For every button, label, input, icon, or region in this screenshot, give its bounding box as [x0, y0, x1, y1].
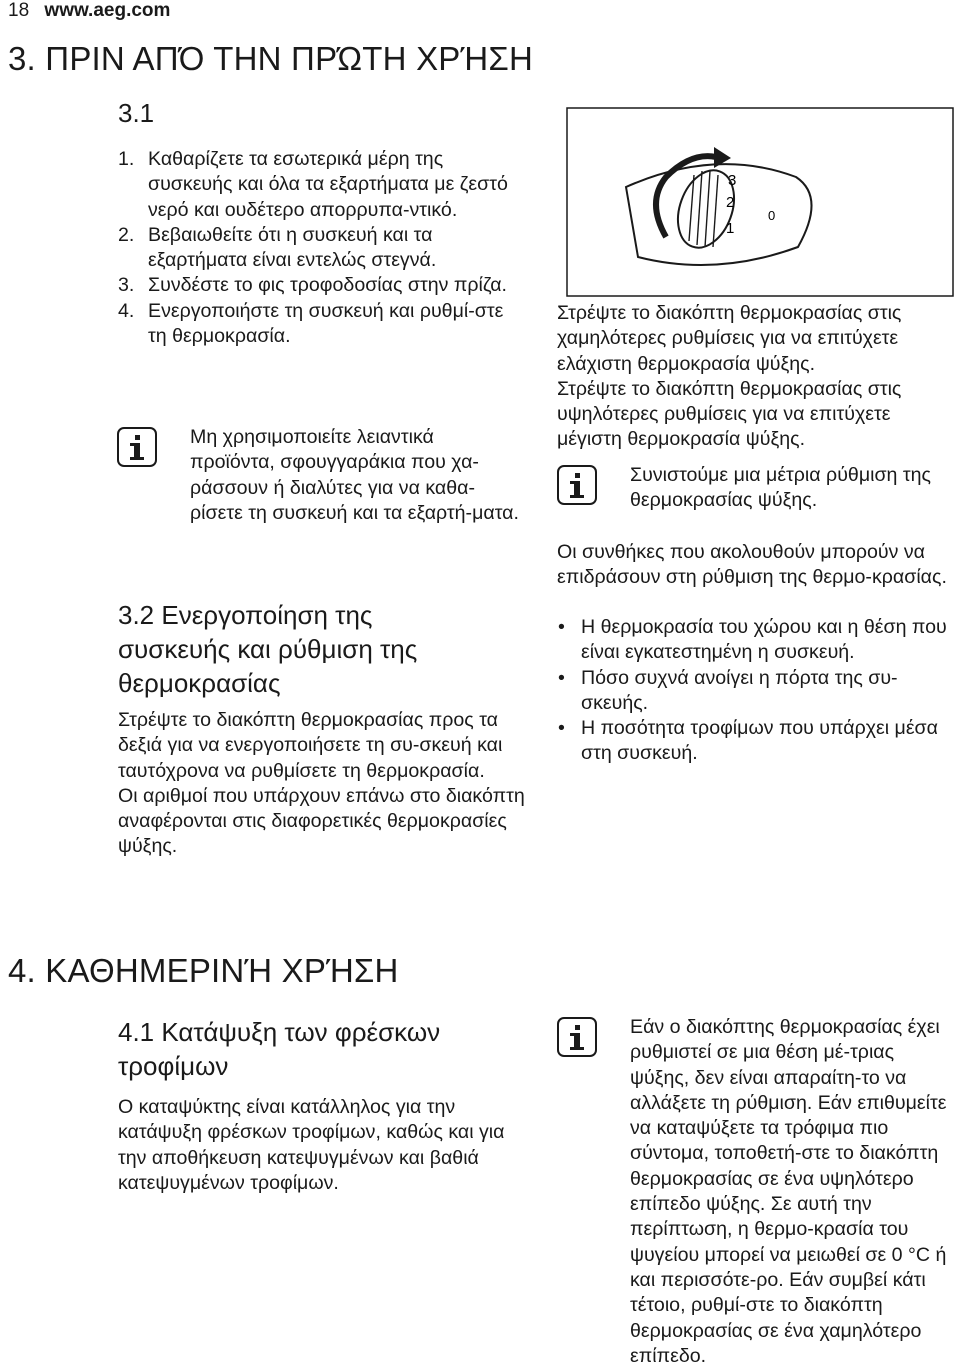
cleaning-note: Μη χρησιμοποιείτε λειαντικά προϊόντα, σφουγγαράκια που χα-ράσσουν ή διαλύτες για να καθα-ρίσετε τη συσκευή και τα εξαρτή-ματα. [190, 426, 519, 524]
subsection-3-1-title: 3.1 [118, 98, 155, 128]
page-header [8, 0, 170, 22]
dial-illustration [566, 107, 954, 297]
subsection-3-2-title: 3.2 Ενεργοποίηση της συσκευής και ρύθμιση της θερμοκρασίας [118, 600, 418, 698]
recommend-note: Συνιστούμε μια μέτρια ρύθμιση της θερμοκρασίας ψύξης. [630, 464, 931, 512]
dial-label-3: 3 [728, 172, 737, 189]
dial-label-1: 1 [726, 220, 735, 237]
subsection-4-1-title: 4.1 Κατάψυξη των φρέσκων τροφίμων [118, 1017, 441, 1081]
list-item: 1. Καθαρίζετε τα εσωτερικά μέρη της συσκευής και όλα τα εξαρτήματα με ζεστό νερό και ουδέτερο απορρυπα-ντικό. [118, 148, 508, 221]
dial-instructions [118, 708, 528, 860]
dial-label-2: 2 [726, 194, 735, 211]
list-item: 2. Βεβαιωθείτε ότι η συσκευή και τα εξαρτήματα είναι εντελώς στεγνά. [118, 223, 437, 272]
dial-settings-text [557, 301, 955, 453]
conditions-intro: Οι συνθήκες που ακολουθούν μπορούν να επιδράσουν στη ρύθμιση της θερμο-κρασίας. [557, 541, 947, 589]
list-item: • Η ποσότητα τροφίμων που υπάρχει μέσα στη συσκευή. [558, 717, 938, 765]
website-link[interactable]: www.aeg.com [44, 0, 171, 21]
thermostat-dial-figure [566, 107, 954, 297]
paragraph: Στρέψτε το διακόπτη θερμοκρασίας στις χαμηλότερες ρυθμίσεις για να επιτύχετε ελάχιστη θερμοκρασία ψύξης. [557, 302, 902, 375]
info-icon [117, 427, 157, 467]
paragraph: Οι αριθμοί που υπάρχουν επάνω στο διακόπτη αναφέρονται στις διαφορετικές θερμοκρασίες ψύξης. [118, 784, 525, 858]
list-item: 3. Συνδέστε το φις τροφοδοσίας στην πρίζα. [118, 274, 507, 297]
paragraph: Στρέψτε το διακόπτη θερμοκρασίας προς τα δεξιά για να ενεργοποιήσετε τη συ-σκευή και ταυτόχρονα να ρυθμίσετε τη θερμοκρασία. [118, 709, 503, 782]
page-number: 18 [8, 0, 30, 21]
conditions-list [557, 615, 952, 767]
info-icon [557, 1017, 597, 1057]
setup-steps-list [118, 147, 518, 349]
freezing-note: Εάν ο διακόπτης θερμοκρασίας έχει ρυθμιστεί σε μια θέση μέ-τριας ψύξης, δεν είναι απαραίτη-το να αλλάξετε τη ρύθμιση. Εάν επιθυμείτε να καταψύξετε τα τρόφιμα πιο σύντομα, τοποθετή-στε το διακόπτη θερμοκρασίας σε ένα υψηλότερο επίπεδο ψύξης. Σε αυτή την περίπτωση, η θερμο-κρασία του ψυγείου μπορεί να μειωθεί σε 0 °C ή και περισσότε-ρο. Εάν συμβεί κάτι τέτοιο, ρυθμί-στε το διακόπτη θερμοκρασίας σε ένα χαμηλότερο επίπεδο. [630, 1016, 947, 1367]
list-item: • Πόσο συχνά ανοίγει η πόρτα της συ-σκευής. [558, 666, 898, 714]
section-3-title: 3. ΠΡΙΝ ΑΠΌ ΤΗΝ ΠΡΏΤΗ ΧΡΉΣΗ [8, 40, 533, 77]
list-item: • Η θερμοκρασία του χώρου και η θέση που είναι εγκατεστημένη η συσκευή. [558, 616, 947, 664]
paragraph: Στρέψτε το διακόπτη θερμοκρασίας στις υψηλότερες ρυθμίσεις για να επιτύχετε μέγιστη θερμοκρασία ψύξης. [557, 377, 902, 451]
info-icon [557, 465, 597, 505]
dial-label-0: 0 [768, 208, 776, 223]
freezing-body: Ο καταψύκτης είναι κατάλληλος για την κατάψυξη φρέσκων τροφίμων, καθώς και για την αποθήκευση κατεψυγμένων και βαθιά κατεψυγμένων τροφίμων. [118, 1096, 505, 1194]
list-item: 4. Ενεργοποιήστε τη συσκευή και ρυθμί-στε τη θερμοκρασία. [118, 299, 504, 348]
section-4-title: 4. ΚΑΘΗΜΕΡΙΝΉ ΧΡΉΣΗ [8, 952, 399, 989]
